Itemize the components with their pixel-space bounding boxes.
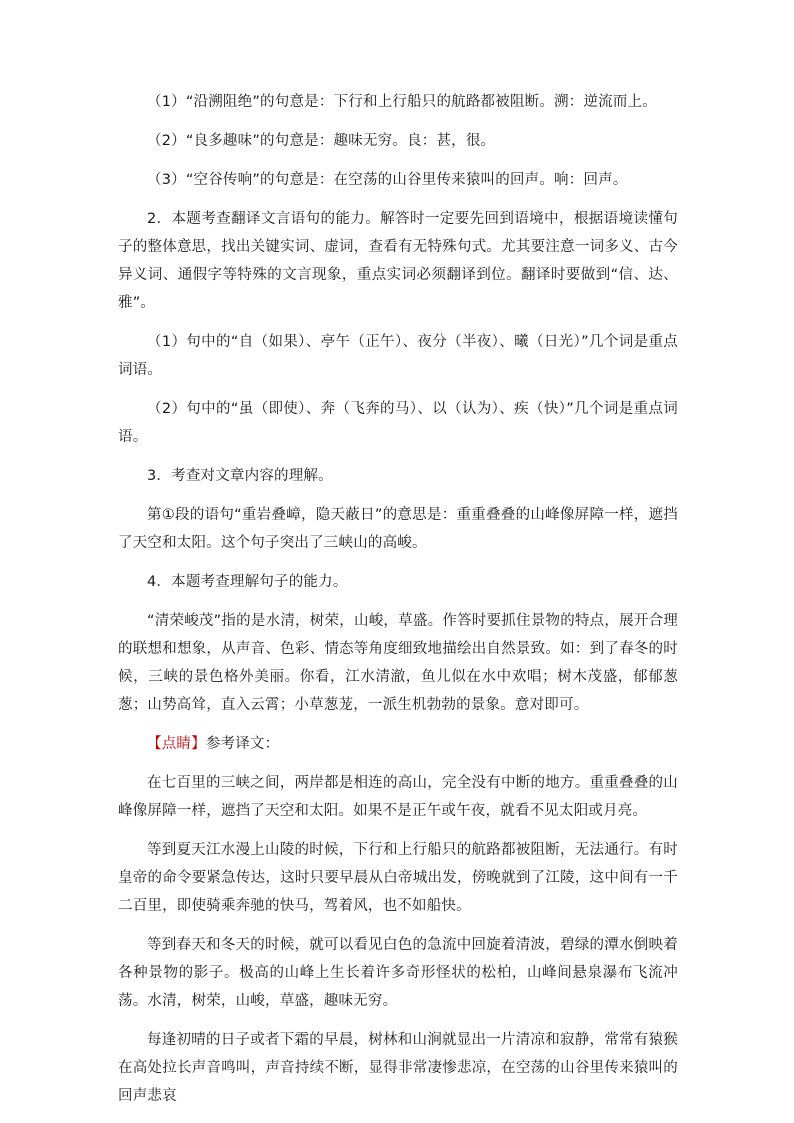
tip-text: 参考译文： [205, 736, 280, 752]
translation-paragraph-4: 每逢初晴的日子或者下霜的早晨，树林和山涧就显出一片清凉和寂静，常常有猿猴在高处拉长声音鸣叫，声音持续不断，显得非常凄惨悲凉，在空荡的山谷里传来猿叫的回声悲哀 [118, 1032, 678, 1104]
answer-paragraph-2: 2．本题考查翻译文言语句的能力。解答时一定要先回到语境中，根据语境读懂句子的整体意思，找出关键实词、虚词，查看有无特殊句式。尤其要注意一词多义、古今异义词、通假字等特殊的文言现象，重点实词必须翻译到位。翻译时要做到“信、达、雅”。 [118, 211, 678, 311]
document-body [118, 88, 678, 1121]
translation-paragraph-2: 等到夏天江水漫上山陵的时候，下行和上行船只的航路都被阻断，无法通行。有时皇帝的命令要紧急传达，这时只要早晨从白帝城出发，傍晚就到了江陵，这中间有一千二百里，即使骑乘奔驰的快马，驾着风，也不如船快。 [118, 842, 678, 914]
translation-paragraph-1: 在七百里的三峡之间，两岸都是相连的高山，完全没有中断的地方。重重叠叠的山峰像屏障一样，遮挡了天空和太阳。如果不是正午或午夜，就看不见太阳或月亮。 [118, 775, 678, 819]
tip-label: 【点睛】 [147, 736, 206, 752]
answer-heading-3: 3．考查对文章内容的理解。 [147, 468, 333, 484]
answer-line-2-2: （2）句中的“虽（即使）、奔（飞奔的马）、以（认为）、疾（快）”几个词是重点词语。 [118, 401, 678, 445]
tip-line [118, 730, 678, 758]
translation-paragraph-3: 等到春天和冬天的时候，就可以看见白色的急流中回旋着清波，碧绿的潭水倒映着各种景物的影子。极高的山峰上生长着许多奇形怪状的松柏，山峰间悬泉瀑布飞流冲荡。水清，树荣，山峻，草盛，趣味无穷。 [118, 937, 678, 1009]
answer-paragraph-3: 第①段的语句“重岩叠嶂，隐天蔽日”的意思是：重重叠叠的山峰像屏障一样，遮挡了天空和太阳。这个句子突出了三峡山的高峻。 [118, 507, 678, 551]
answer-line-2: （2）“良多趣味”的句意是：趣味无穷。良：甚，很。 [147, 133, 496, 149]
answer-line-3: （3）“空谷传响”的句意是：在空荡的山谷里传来猿叫的回声。响：回声。 [147, 172, 628, 188]
answer-heading-4: 4．本题考查理解句子的能力。 [147, 574, 348, 590]
answer-line-1: （1）“沿溯阻绝”的句意是：下行和上行船只的航路都被阻断。溯：逆流而上。 [147, 94, 657, 110]
answer-line-2-1: （1）句中的“自（如果）、亭午（正午）、夜分（半夜）、曦（日光）”几个词是重点词语。 [118, 334, 678, 378]
answer-paragraph-4: “清荣峻茂”指的是水清，树荣，山峻，草盛。作答时要抓住景物的特点，展开合理的联想和想象，从声音、色彩、情态等角度细致地描绘出自然景致。如：到了春冬的时候，三峡的景色格外美丽。你看，江水清澈，鱼儿似在水中欢唱；树木茂盛，郁郁葱葱；山势高耸，直入云霄；小草葱茏，一派生机勃勃的景象。意对即可。 [118, 613, 678, 713]
